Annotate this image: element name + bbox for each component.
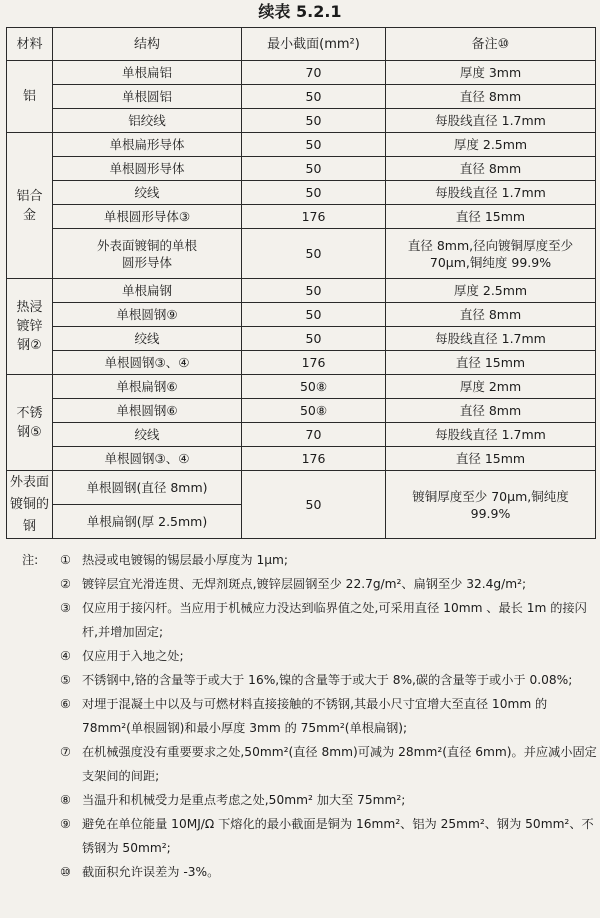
area-cell: 50⑧	[242, 399, 386, 423]
note-text: 当温升和机械受力是重点考虑之处,50mm² 加大至 75mm²;	[82, 793, 406, 807]
structure-cell: 单根圆钢③、④	[53, 351, 242, 375]
note-item	[22, 812, 597, 860]
table-row	[7, 61, 596, 85]
header-remark: 备注⑩	[386, 28, 596, 61]
structure-cell: 单根圆形导体③	[53, 205, 242, 229]
note-text: 镀锌层宜光滑连贯、无焊剂斑点,镀锌层圆钢至少 22.7g/m²、扁钢至少 32.4g/m²;	[82, 577, 527, 591]
table-row	[7, 229, 596, 279]
structure-cell: 单根扁形导体	[53, 133, 242, 157]
note-number: ⑩	[60, 865, 71, 879]
note-item	[22, 548, 597, 572]
header-material: 材料	[7, 28, 53, 61]
area-cell: 50	[242, 133, 386, 157]
table-row	[7, 109, 596, 133]
remark-cell: 每股线直径 1.7mm	[386, 181, 596, 205]
remark-cell: 直径 15mm	[386, 351, 596, 375]
material-cell: 热浸镀锌钢②	[7, 279, 53, 375]
note-text: 对埋于混凝土中以及与可燃材料直接接触的不锈钢,其最小尺寸宜增大至直径 10mm 的 78mm²(单根圆钢)和最小厚度 3mm 的 75mm²(单根扁钢);	[82, 697, 548, 735]
note-text: 避免在单位能量 10MJ/Ω 下熔化的最小截面是铜为 16mm²、铝为 25mm²、钢为 50mm²、不锈钢为 50mm²;	[82, 817, 594, 855]
area-cell: 50	[242, 327, 386, 351]
structure-cell: 绞线	[53, 327, 242, 351]
remark-cell: 厚度 2.5mm	[386, 133, 596, 157]
table-row	[7, 205, 596, 229]
notes-section	[22, 548, 597, 884]
spec-table	[6, 27, 596, 539]
note-number: ⑧	[60, 793, 71, 807]
note-item	[22, 644, 597, 668]
area-cell: 50	[242, 229, 386, 279]
structure-cell: 单根圆钢③、④	[53, 447, 242, 471]
note-number: ④	[60, 649, 71, 663]
table-row	[7, 399, 596, 423]
remark-cell: 每股线直径 1.7mm	[386, 423, 596, 447]
area-cell: 50⑧	[242, 375, 386, 399]
remark-cell: 直径 8mm	[386, 303, 596, 327]
structure-cell: 铝绞线	[53, 109, 242, 133]
structure-cell: 外表面镀铜的单根圆形导体	[53, 229, 242, 279]
note-item	[22, 860, 597, 884]
area-cell: 176	[242, 447, 386, 471]
table-row	[7, 279, 596, 303]
table-row	[7, 375, 596, 399]
area-cell: 50	[242, 157, 386, 181]
structure-cell: 单根圆铝	[53, 85, 242, 109]
area-cell: 70	[242, 423, 386, 447]
note-number: ⑤	[60, 673, 71, 687]
note-item	[22, 668, 597, 692]
area-cell: 50	[242, 279, 386, 303]
remark-cell: 直径 8mm,径向镀铜厚度至少 70μm,铜纯度 99.9%	[386, 229, 596, 279]
note-text: 仅应用于接闪杆。当应用于机械应力没达到临界值之处,可采用直径 10mm 、最长 1m 的接闪杆,并增加固定;	[82, 601, 587, 639]
table-row	[7, 181, 596, 205]
material-cell: 外表面镀铜的钢	[7, 471, 53, 539]
structure-cell: 单根扁钢	[53, 279, 242, 303]
area-cell: 50	[242, 181, 386, 205]
table-row	[7, 327, 596, 351]
note-text: 截面积允许误差为 -3%。	[82, 865, 220, 879]
note-text: 仅应用于入地之处;	[82, 649, 184, 663]
table-row	[7, 471, 596, 505]
structure-cell: 单根圆钢⑥	[53, 399, 242, 423]
note-item	[22, 788, 597, 812]
note-number: ⑥	[60, 697, 71, 711]
area-cell: 176	[242, 351, 386, 375]
remark-cell: 直径 8mm	[386, 399, 596, 423]
header-row	[7, 28, 596, 61]
table-row	[7, 447, 596, 471]
area-cell: 70	[242, 61, 386, 85]
remark-cell: 厚度 2.5mm	[386, 279, 596, 303]
table-row	[7, 85, 596, 109]
remark-cell: 厚度 3mm	[386, 61, 596, 85]
table-row	[7, 423, 596, 447]
structure-cell: 单根扁钢(厚 2.5mm)	[53, 505, 242, 539]
table-title: 续表 5.2.1	[258, 2, 342, 21]
structure-cell: 单根圆钢⑨	[53, 303, 242, 327]
remark-cell: 直径 15mm	[386, 205, 596, 229]
material-cell: 不锈钢⑤	[7, 375, 53, 471]
table-row	[7, 303, 596, 327]
note-item	[22, 572, 597, 596]
remark-cell: 厚度 2mm	[386, 375, 596, 399]
remark-cell: 直径 8mm	[386, 157, 596, 181]
notes-lead: 注:	[22, 553, 39, 567]
note-number: ⑦	[60, 745, 71, 759]
remark-cell: 直径 15mm	[386, 447, 596, 471]
note-item	[22, 596, 597, 644]
note-text: 在机械强度没有重要要求之处,50mm²(直径 8mm)可减为 28mm²(直径 6mm)。并应减小固定支架间的间距;	[82, 745, 597, 783]
remark-cell: 镀铜厚度至少 70μm,铜纯度 99.9%	[386, 471, 596, 539]
structure-cell: 绞线	[53, 423, 242, 447]
note-item	[22, 740, 597, 788]
material-cell: 铝合金	[7, 133, 53, 279]
area-cell: 50	[242, 109, 386, 133]
structure-cell: 单根圆钢(直径 8mm)	[53, 471, 242, 505]
table-row	[7, 351, 596, 375]
area-cell: 50	[242, 85, 386, 109]
remark-cell: 直径 8mm	[386, 85, 596, 109]
material-cell: 铝	[7, 61, 53, 133]
area-cell: 50	[242, 471, 386, 539]
note-number: ①	[60, 553, 71, 567]
note-item	[22, 692, 597, 740]
structure-cell: 单根扁钢⑥	[53, 375, 242, 399]
note-number: ②	[60, 577, 71, 591]
note-number: ⑨	[60, 817, 71, 831]
remark-cell: 每股线直径 1.7mm	[386, 327, 596, 351]
note-text: 不锈钢中,铬的含量等于或大于 16%,镍的含量等于或大于 8%,碳的含量等于或小于 0.08%;	[82, 673, 573, 687]
structure-cell: 单根扁铝	[53, 61, 242, 85]
note-number: ③	[60, 601, 71, 615]
remark-cell: 每股线直径 1.7mm	[386, 109, 596, 133]
header-min-area: 最小截面(mm²)	[242, 28, 386, 61]
header-structure: 结构	[53, 28, 242, 61]
table-row	[7, 157, 596, 181]
area-cell: 50	[242, 303, 386, 327]
table-row	[7, 133, 596, 157]
note-text: 热浸或电镀锡的锡层最小厚度为 1μm;	[82, 553, 288, 567]
structure-cell: 绞线	[53, 181, 242, 205]
area-cell: 176	[242, 205, 386, 229]
structure-cell: 单根圆形导体	[53, 157, 242, 181]
